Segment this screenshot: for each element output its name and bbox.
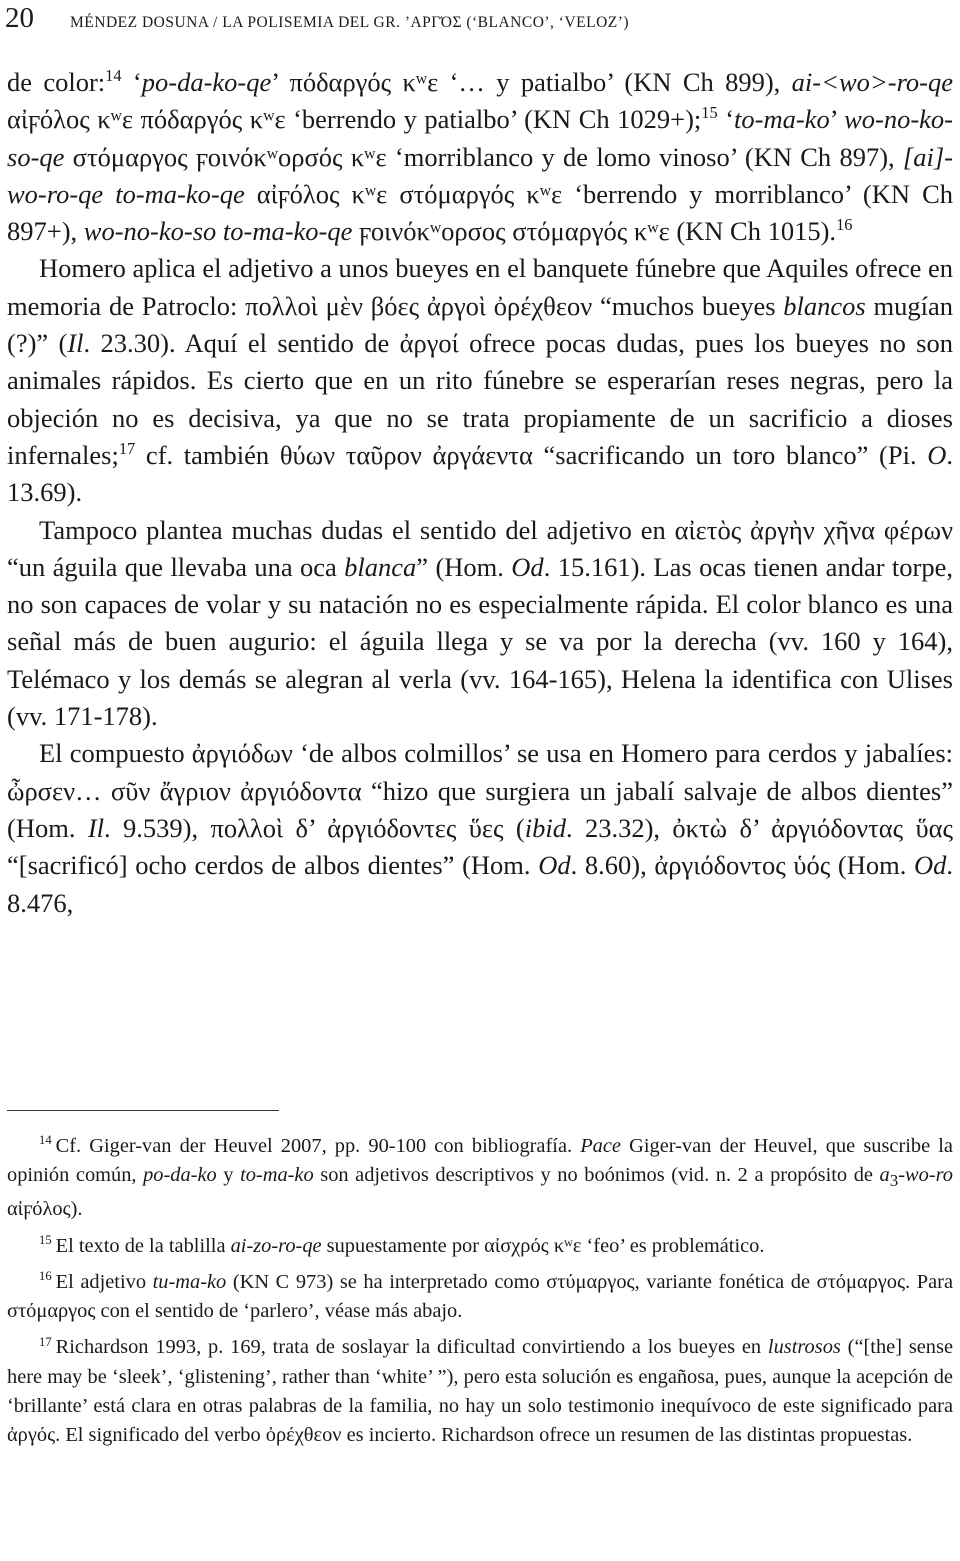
linear-b-word: wo-no-ko-so-qe xyxy=(7,104,953,172)
text-run: . 8.476, xyxy=(7,850,954,918)
emphasis: blancos xyxy=(783,290,866,321)
text-run: Homero aplica el adjetivo a unos bueyes en el banquete fúnebre que Aquiles ofrece en memoria de Patroclo: πολλοὶ μὲν βόες ἀργοὶ ὀρέχθεον “muchos bueyes xyxy=(7,253,953,321)
work-abbrev: Il xyxy=(87,812,105,843)
work-abbrev: Od xyxy=(914,850,947,881)
linear-b-word: [ai]-wo-ro-qe to-ma-ko-qe xyxy=(7,141,953,209)
work-abbrev: Il xyxy=(67,328,84,359)
text-run: Tampoco plantea muchas dudas el sentido del adjetivo en αἰετὸς ἀργὴν χῆνα φέρων “un águila que llevaba una oca xyxy=(7,514,953,582)
footnote-14 xyxy=(7,1132,953,1225)
text-run: ‘ xyxy=(717,104,735,135)
text-run: Cf. Giger-van der Heuvel 2007, pp. 90-100 con bibliografía. xyxy=(55,1135,581,1157)
text-run: . 23.30). Aquí el sentido de ἀργοί ofrece pocas dudas, pues los bueyes no son animales rápidos. Es cierto que en un rito fúnebre se esperarían reses negras, pero la objeción no es decisiva, ya que no se trata propiamente de un sacrificio a dioses infernales; xyxy=(7,328,953,470)
text-run: mugían (?)” ( xyxy=(7,290,953,359)
footnote-ref-15[interactable]: 15 xyxy=(701,103,718,123)
linear-b-word: wo-no-ko-so to-ma-ko-qe xyxy=(83,216,353,247)
subscript: 3 xyxy=(889,1171,899,1191)
footnote-17 xyxy=(7,1333,953,1450)
linear-b-word: tu-ma-ko xyxy=(152,1270,227,1293)
paragraph-4 xyxy=(7,735,953,921)
text-run: Richardson 1993, p. 169, trata de soslayar la dificultad convirtiendo a los bueyes en xyxy=(55,1336,768,1359)
paragraph-3 xyxy=(7,512,953,736)
footnote-number: 16 xyxy=(39,1269,52,1284)
footnote-number: 14 xyxy=(39,1133,52,1148)
footnote-16 xyxy=(7,1268,953,1326)
linear-b-word: ai-zo-ro-qe xyxy=(230,1234,322,1257)
text-run: ‘ xyxy=(121,67,142,97)
text-run: . 15.161). Las ocas tienen andar torpe, no son capaces de volar y su natación no es especialmente rápida. El color blanco es una señal más de buen augurio: el águila llega y se va por la derecha (vv. 160 y 164), Telémaco y los demás se alegran al verla (vv. 164-165), Helena la identifica con Ulises (vv. 171-178). xyxy=(7,551,953,732)
text-run: El texto de la tablilla xyxy=(55,1234,231,1257)
work-abbrev: ibid xyxy=(524,812,566,843)
text-run: El adjetivo xyxy=(55,1270,153,1293)
emphasis: lustrosos xyxy=(767,1336,841,1359)
text-run: ’ πόδαργός κʷε ‘… y patialbo’ (KN Ch 899), xyxy=(271,67,792,97)
paragraph-1 xyxy=(7,64,953,250)
text-run: . 13.69). xyxy=(7,439,953,508)
text-run: supuestamente por αἰσχρός κʷε ‘feo’ es problemático. xyxy=(321,1234,765,1257)
text-run: ” (Hom. xyxy=(416,551,512,582)
emphasis: Pace xyxy=(580,1135,621,1157)
text-run: ’ xyxy=(829,104,845,135)
work-abbrev: Od xyxy=(538,850,571,881)
page-header xyxy=(5,0,953,36)
work-abbrev: O xyxy=(927,439,947,470)
footnote-15 xyxy=(7,1232,953,1261)
footnote-ref-14[interactable]: 14 xyxy=(105,66,122,86)
text-run: (KN C 973) se ha interpretado como στύμαργος, variante fonética de στόμαργος. Para στόμαργος con el sentido de ‘parlero’, véase más abajo. xyxy=(7,1270,953,1323)
linear-b-word: po-da-ko xyxy=(143,1164,217,1187)
linear-b-word: -wo-ro xyxy=(898,1164,953,1187)
footnote-number: 15 xyxy=(39,1232,52,1247)
linear-b-word: to-ma-ko xyxy=(734,104,830,135)
text-run: Giger-van der Heuvel, que suscribe la opinión común, xyxy=(7,1135,953,1187)
text-run: στόμαργος ϝοινόκʷορσός κʷε ‘morriblanco y de lomo vinoso’ (KN Ch 897), xyxy=(64,141,903,172)
linear-b-word: a xyxy=(879,1164,890,1187)
linear-b-word: to-ma-ko xyxy=(240,1164,314,1187)
running-head: MÉNDEZ DOSUNA / LA POLISEMIA DEL GR. ’ΑΡΓΌΣ (‘BLANCO’, ‘VELOZ’) xyxy=(70,14,630,31)
text-run: de color: xyxy=(7,67,106,97)
text-run: cf. también θύων ταῦρον ἀργάεντα “sacrificando un toro blanco” (Pi. xyxy=(135,439,928,470)
text-run: son adjetivos descriptivos y no boónimos (vid. n. 2 a propósito de xyxy=(313,1164,880,1187)
footnote-ref-16[interactable]: 16 xyxy=(836,215,853,235)
paragraph-2 xyxy=(7,250,953,511)
work-abbrev: Od xyxy=(511,551,544,582)
text-run: El compuesto ἀργιόδων ‘de albos colmillos’ se usa en Homero para cerdos y jabalíes: ὦρσεν… σῦν ἄγριον ἀργιόδοντα “hizo que surgiera un jabalí salvaje de albos dientes” (Hom. xyxy=(7,738,953,843)
text-run: αἰϝόλος). xyxy=(7,1198,83,1221)
text-run: . 9.539), πολλοὶ δ’ ἀργιόδοντες ὕες ( xyxy=(104,812,525,843)
emphasis: blanca xyxy=(344,551,417,582)
footnotes xyxy=(7,1132,953,1457)
text-run: y xyxy=(216,1164,241,1187)
footnote-ref-17[interactable]: 17 xyxy=(118,439,136,459)
text-run: (“[the] sense here may be ‘sleek’, ‘glistening’, rather than ‘white’ ”), pero esta solución es engañosa, pues, aunque la acepción de ‘brillante’ está clara en otras palabras de la familia, no hay un solo testimonio inequívoco de este significado para ἀργός. El significado del verbo ὀρέχθεον es incierto. Richardson ofrece un resumen de las distintas propuestas. xyxy=(7,1336,953,1446)
text-run: ϝοινόκʷορσος στόμαργός κʷε (KN Ch 1015). xyxy=(352,216,837,247)
page-number: 20 xyxy=(5,2,34,34)
footnote-separator xyxy=(7,1110,279,1111)
text-run: . 23.32), ὀκτὼ δ’ ἀργιόδοντας ὕας “[sacrificó] ocho cerdos de albos dientes” (Hom. xyxy=(7,812,953,881)
main-text xyxy=(7,64,953,922)
text-run: αἰϝόλος κʷε στόμαργός κʷε ‘berrendo y morriblanco’ (KN Ch 897+), xyxy=(7,178,953,247)
linear-b-word: ai-<wo>-ro-qe xyxy=(791,67,954,97)
linear-b-word: po-da-ko-qe xyxy=(141,67,272,97)
footnote-number: 17 xyxy=(39,1334,52,1349)
text-run: . 8.60), ἀργιόδοντος ὑός (Hom. xyxy=(570,850,914,881)
text-run: αἰϝόλος κʷε πόδαργός κʷε ‘berrendo y patialbo’ (KN Ch 1029+); xyxy=(7,104,702,135)
